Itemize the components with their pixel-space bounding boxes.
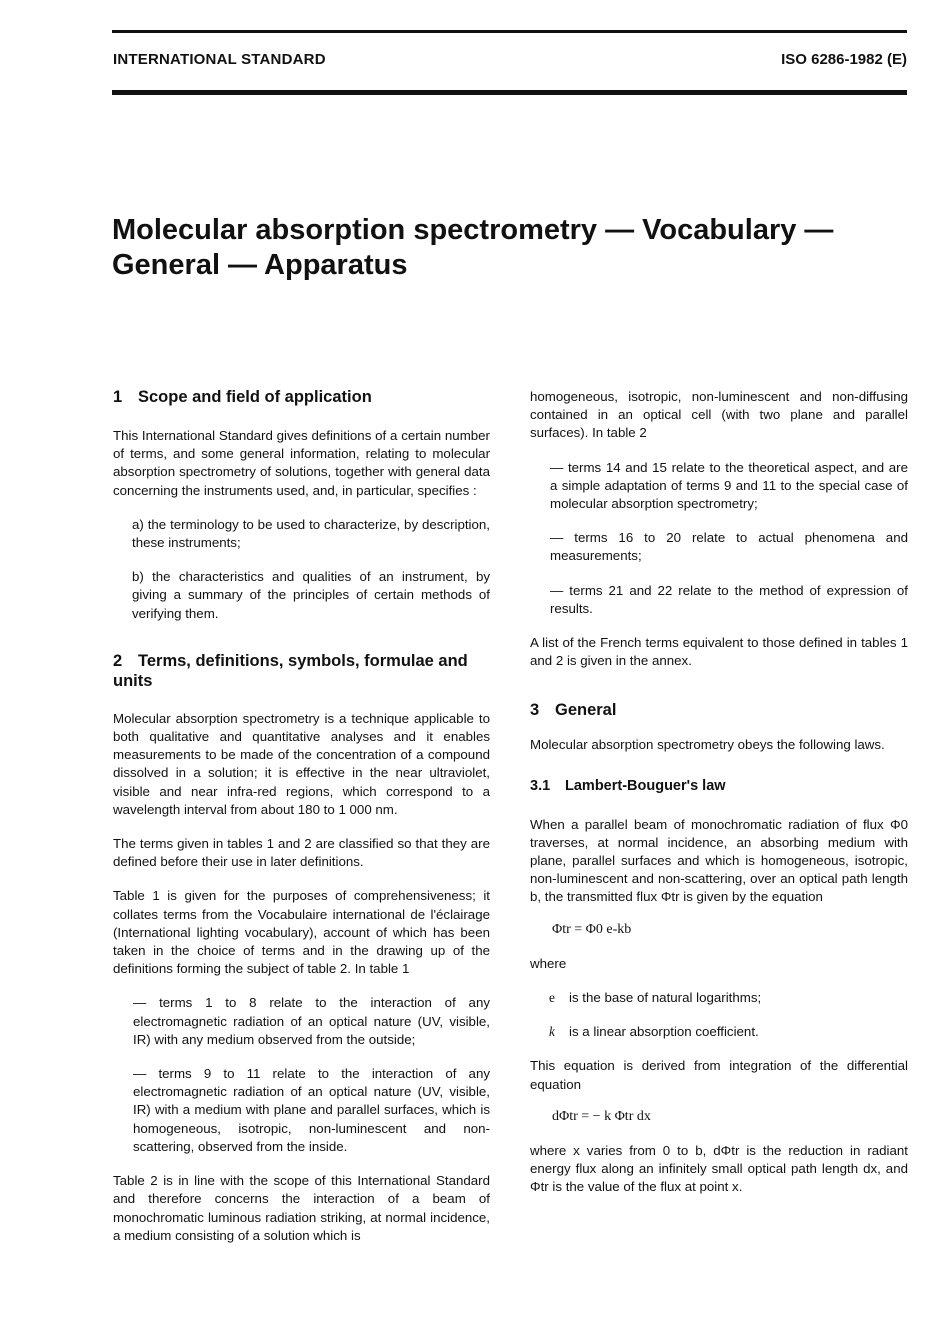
- section-3-title: General: [555, 701, 617, 720]
- header-rule-bottom: [112, 90, 907, 95]
- section-3-1-paragraph-1: When a parallel beam of monochromatic radiation of flux Φ0 traverses, at normal incidence, an absorbing medium with plane, parallel surfaces and which is homogeneous, isotropic, non-luminescent and non-scattering, over an optical path length b, the transmitted flux Φtr is given by the equation: [530, 816, 908, 905]
- definition-e-text: is the base of natural logarithms;: [569, 990, 762, 1006]
- header-standard-label: INTERNATIONAL STANDARD: [113, 51, 326, 68]
- section-3-1-paragraph-2: This equation is derived from integration of the differential equation: [530, 1058, 908, 1092]
- section-3-1-paragraph-3: where x varies from 0 to b, dΦtr is the reduction in radiant energy flux along an infinitely small optical path length dx, and Φtr is the value of the flux at point x.: [530, 1143, 908, 1195]
- definition-e: [530, 989, 908, 1007]
- section-3-1-number: 3.1: [530, 777, 551, 794]
- list-item-a: a) the terminology to be used to characterize, by description, these instruments;: [132, 516, 490, 551]
- section-3-1-title: Lambert-Bouguer's law: [565, 777, 726, 794]
- header-standard-number: ISO 6286-1982 (E): [781, 51, 907, 68]
- symbol-e: e: [549, 990, 555, 1006]
- table-1-dash-item-2: — terms 9 to 11 relate to the interaction of any electromagnetic radiation of an optical nature (UV, visible, IR) with a medium with plane and parallel surfaces, which is homogeneous, isotropic, non-luminescent and non-scattering, observed from the inside.: [133, 1066, 490, 1154]
- section-1-paragraph: This International Standard gives definitions of a certain number of terms, and some general information, relating to molecular absorption spectrometry of solutions, together with general data concerning the instruments used, and, in particular, specifies :: [113, 428, 490, 498]
- section-2-title: Terms, definitions, symbols, formulae and units: [113, 651, 468, 690]
- document-title: [112, 213, 912, 283]
- section-3-number: 3: [530, 701, 540, 720]
- section-2-number: 2: [113, 651, 123, 670]
- annex-note: A list of the French terms equivalent to those defined in tables 1 and 2 is given in the annex.: [530, 635, 908, 669]
- section-1-heading: [113, 387, 490, 407]
- list-item-b: b) the characteristics and qualities of an instrument, by giving a summary of the principles of certain methods of verifying them.: [132, 569, 490, 621]
- table-2-dash-item-3: — terms 21 and 22 relate to the method of expression of results.: [550, 582, 908, 616]
- where-label: where: [530, 955, 567, 971]
- section-2-heading: [113, 651, 490, 691]
- section-1-title: Scope and field of application: [138, 388, 372, 406]
- section-2-paragraph-3: Table 1 is given for the purposes of comprehensiveness; it collates terms from the Vocabulaire international de l'éclairage (International lighting vocabulary), account of which has been taken in the choice of terms and in the drawing up of the definitions forming the subject of table 2. In table 1: [113, 888, 490, 977]
- section-3-heading: [530, 700, 908, 720]
- section-3-paragraph: Molecular absorption spectrometry obeys the following laws.: [530, 737, 885, 753]
- section-2-continuation: homogeneous, isotropic, non-luminescent and non-diffusing contained in an optical cell (with two plane and parallel surfaces). In table 2: [530, 389, 908, 441]
- section-1-number: 1: [113, 388, 123, 406]
- header-rule-top: [112, 30, 907, 33]
- section-2-paragraph-4: Table 2 is in line with the scope of this International Standard and therefore concerns the interaction of a beam of monochromatic luminous radiation striking, at normal incidence, a medium consisting of a solution which is: [113, 1173, 490, 1243]
- table-2-dash-item-1: — terms 14 and 15 relate to the theoretical aspect, and are a simple adaptation of terms 9 and 11 to the special case of molecular absorption spectrometry;: [550, 459, 908, 512]
- symbol-k: k: [549, 1024, 555, 1040]
- right-column: [530, 388, 908, 1197]
- table-2-dash-item-2: — terms 16 to 20 relate to actual phenomena and measurements;: [550, 530, 908, 564]
- equation-lambert-bouguer: Φtr = Φ0 e-kb: [552, 921, 632, 937]
- table-1-dash-item-1: — terms 1 to 8 relate to the interaction of any electromagnetic radiation of an optical nature (UV, visible, IR) with any medium observed from the outside;: [133, 995, 490, 1047]
- equation-differential: dΦtr = − k Φtr dx: [552, 1108, 651, 1124]
- definition-k-text: is a linear absorption coefficient.: [569, 1024, 759, 1040]
- section-2-paragraph-1: Molecular absorption spectrometry is a technique applicable to both qualitative and quantitative analyses and it enables measurements to be made of the concentration of a compound dissolved in a solution; it is effective in the near ultraviolet, visible and near infra-red regions, which correspond to a wavelength interval from about 180 to 1 000 nm.: [113, 710, 490, 817]
- definition-k: [530, 1023, 908, 1041]
- title-line-1: Molecular absorption spectrometry — Vocabulary —: [112, 214, 834, 246]
- title-line-2: General — Apparatus: [112, 249, 408, 281]
- section-2-paragraph-2: The terms given in tables 1 and 2 are classified so that they are defined before their use in later definitions.: [113, 836, 490, 870]
- section-3-1-heading: [530, 777, 908, 795]
- left-column: [113, 387, 490, 1245]
